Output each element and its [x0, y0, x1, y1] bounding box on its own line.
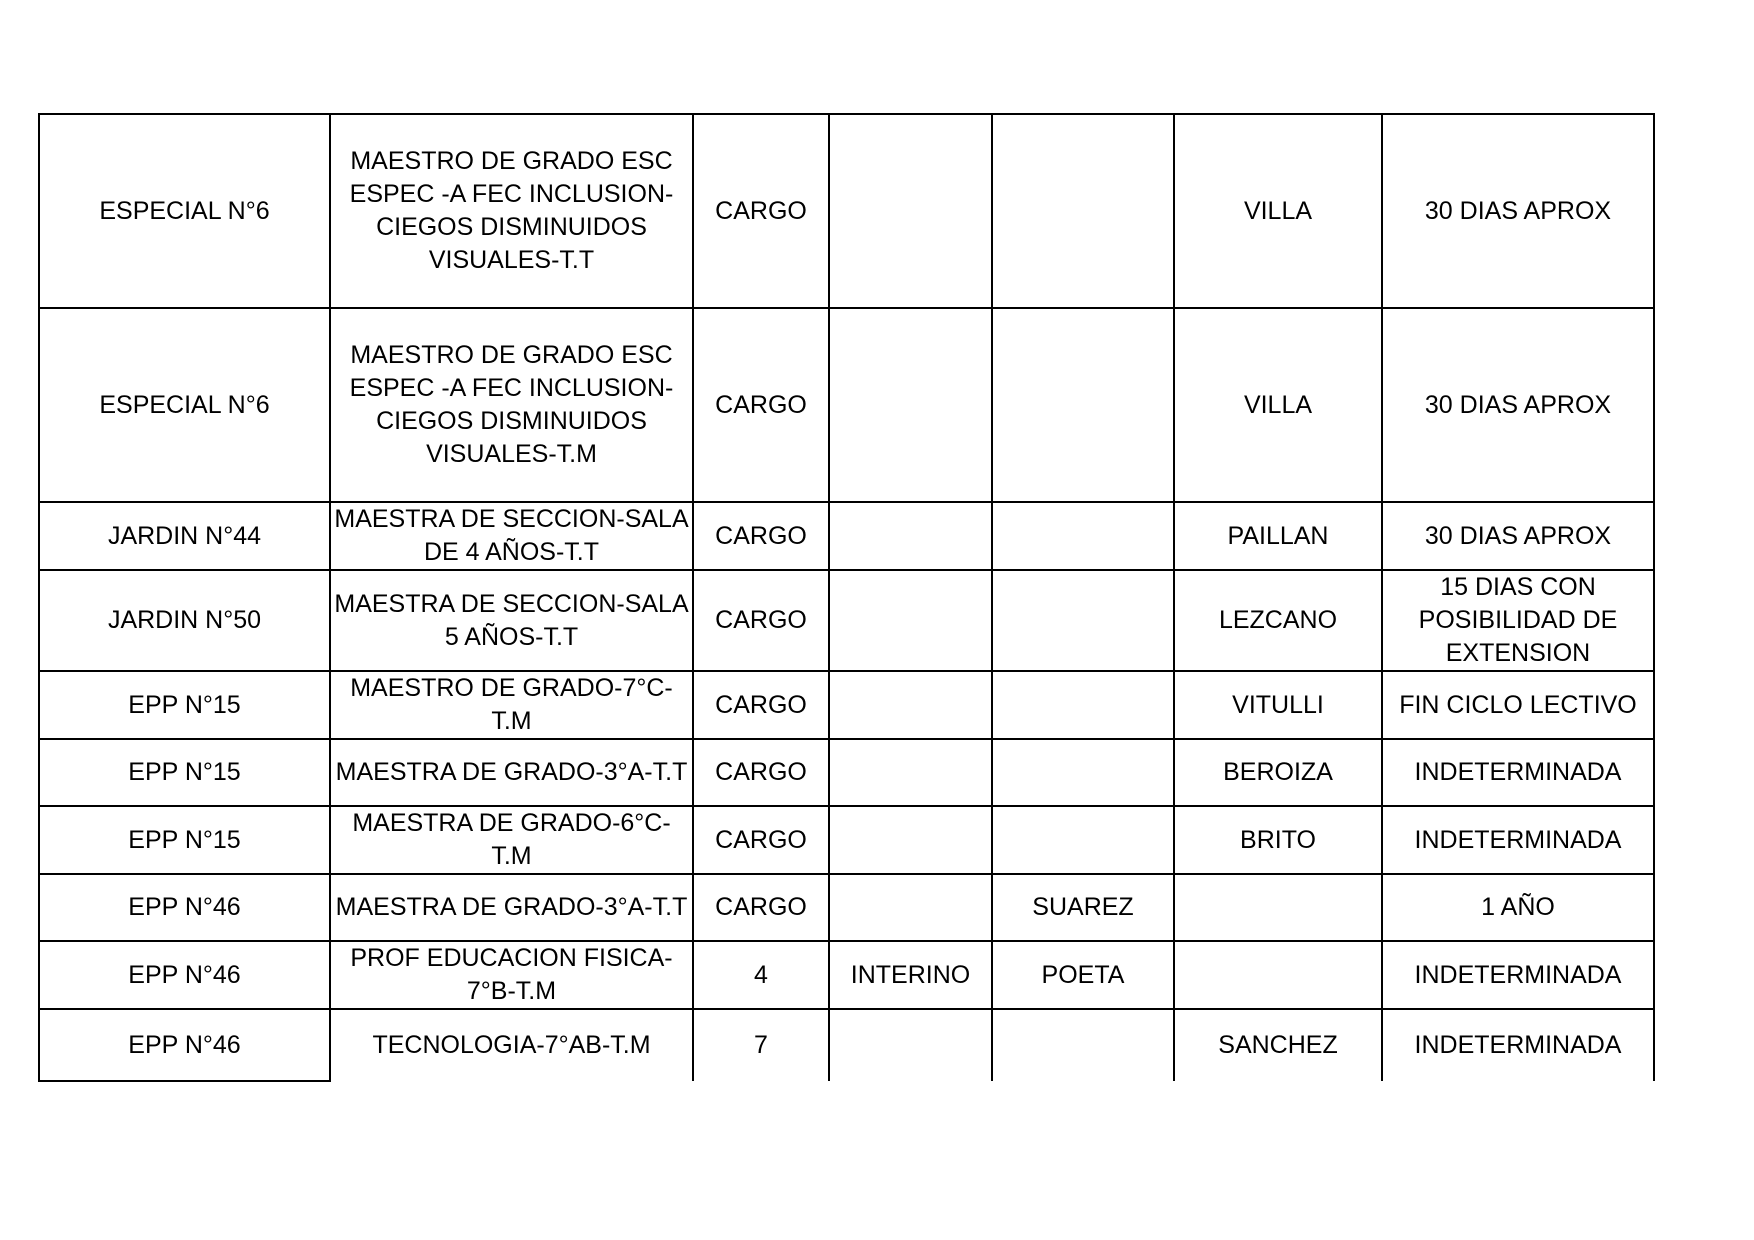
substitute-cell: PAILLAN — [1174, 502, 1382, 570]
type-cell: CARGO — [693, 739, 829, 806]
status-cell — [829, 671, 992, 739]
table-row — [39, 739, 1654, 806]
duration-cell: 30 DIAS APROX — [1382, 502, 1654, 570]
table-row — [39, 806, 1654, 874]
holder-cell — [992, 570, 1174, 671]
type-cell: CARGO — [693, 114, 829, 308]
duration-cell: 30 DIAS APROX — [1382, 114, 1654, 308]
substitute-cell: VILLA — [1174, 114, 1382, 308]
table-row — [39, 1009, 1654, 1081]
substitute-cell: BRITO — [1174, 806, 1382, 874]
substitute-cell — [1174, 874, 1382, 941]
status-cell — [829, 739, 992, 806]
substitute-cell: VILLA — [1174, 308, 1382, 502]
holder-cell — [992, 739, 1174, 806]
duration-cell: 15 DIAS CON POSIBILIDAD DE EXTENSION — [1382, 570, 1654, 671]
holder-cell — [992, 114, 1174, 308]
type-cell: CARGO — [693, 502, 829, 570]
position-cell: MAESTRA DE GRADO-6°C-T.M — [330, 806, 693, 874]
substitute-cell: VITULLI — [1174, 671, 1382, 739]
status-cell: INTERINO — [829, 941, 992, 1009]
type-cell: CARGO — [693, 308, 829, 502]
type-cell: CARGO — [693, 874, 829, 941]
table-row — [39, 308, 1654, 502]
substitute-cell — [1174, 941, 1382, 1009]
table-row — [39, 941, 1654, 1009]
type-cell: CARGO — [693, 806, 829, 874]
duration-cell: 1 AÑO — [1382, 874, 1654, 941]
duration-cell: FIN CICLO LECTIVO — [1382, 671, 1654, 739]
status-cell — [829, 1009, 992, 1081]
status-cell — [829, 114, 992, 308]
school-cell: JARDIN N°50 — [39, 570, 330, 671]
duration-cell: 30 DIAS APROX — [1382, 308, 1654, 502]
duration-cell: INDETERMINADA — [1382, 1009, 1654, 1081]
school-cell: JARDIN N°44 — [39, 502, 330, 570]
duration-cell: INDETERMINADA — [1382, 941, 1654, 1009]
duration-cell: INDETERMINADA — [1382, 806, 1654, 874]
position-cell: PROF EDUCACION FISICA-7°B-T.M — [330, 941, 693, 1009]
substitute-cell: LEZCANO — [1174, 570, 1382, 671]
holder-cell: POETA — [992, 941, 1174, 1009]
table-row — [39, 502, 1654, 570]
substitute-cell: SANCHEZ — [1174, 1009, 1382, 1081]
holder-cell — [992, 308, 1174, 502]
school-cell: EPP N°46 — [39, 1009, 330, 1081]
school-cell: EPP N°46 — [39, 874, 330, 941]
holder-cell — [992, 1009, 1174, 1081]
position-cell: TECNOLOGIA-7°AB-T.M — [330, 1009, 693, 1081]
table-body — [39, 114, 1654, 1081]
school-cell: EPP N°15 — [39, 806, 330, 874]
school-cell: EPP N°15 — [39, 739, 330, 806]
holder-cell — [992, 502, 1174, 570]
status-cell — [829, 806, 992, 874]
position-cell: MAESTRA DE GRADO-3°A-T.T — [330, 739, 693, 806]
position-cell: MAESTRO DE GRADO ESC ESPEC -A FEC INCLUSION-CIEGOS DISMINUIDOS VISUALES-T.M — [330, 308, 693, 502]
type-cell: 4 — [693, 941, 829, 1009]
holder-cell — [992, 806, 1174, 874]
type-cell: CARGO — [693, 570, 829, 671]
status-cell — [829, 502, 992, 570]
status-cell — [829, 570, 992, 671]
holder-cell — [992, 671, 1174, 739]
position-cell: MAESTRA DE GRADO-3°A-T.T — [330, 874, 693, 941]
type-cell: 7 — [693, 1009, 829, 1081]
school-cell: EPP N°46 — [39, 941, 330, 1009]
type-cell: CARGO — [693, 671, 829, 739]
position-cell: MAESTRA DE SECCION-SALA 5 AÑOS-T.T — [330, 570, 693, 671]
position-cell: MAESTRO DE GRADO ESC ESPEC -A FEC INCLUSION-CIEGOS DISMINUIDOS VISUALES-T.T — [330, 114, 693, 308]
table-row — [39, 671, 1654, 739]
school-cell: ESPECIAL N°6 — [39, 308, 330, 502]
substitute-cell: BEROIZA — [1174, 739, 1382, 806]
status-cell — [829, 874, 992, 941]
table-row — [39, 114, 1654, 308]
position-cell: MAESTRA DE SECCION-SALA DE 4 AÑOS-T.T — [330, 502, 693, 570]
vacancies-table — [38, 113, 1655, 1082]
position-cell: MAESTRO DE GRADO-7°C-T.M — [330, 671, 693, 739]
school-cell: ESPECIAL N°6 — [39, 114, 330, 308]
table-row — [39, 570, 1654, 671]
holder-cell: SUAREZ — [992, 874, 1174, 941]
table-row — [39, 874, 1654, 941]
school-cell: EPP N°15 — [39, 671, 330, 739]
duration-cell: INDETERMINADA — [1382, 739, 1654, 806]
status-cell — [829, 308, 992, 502]
